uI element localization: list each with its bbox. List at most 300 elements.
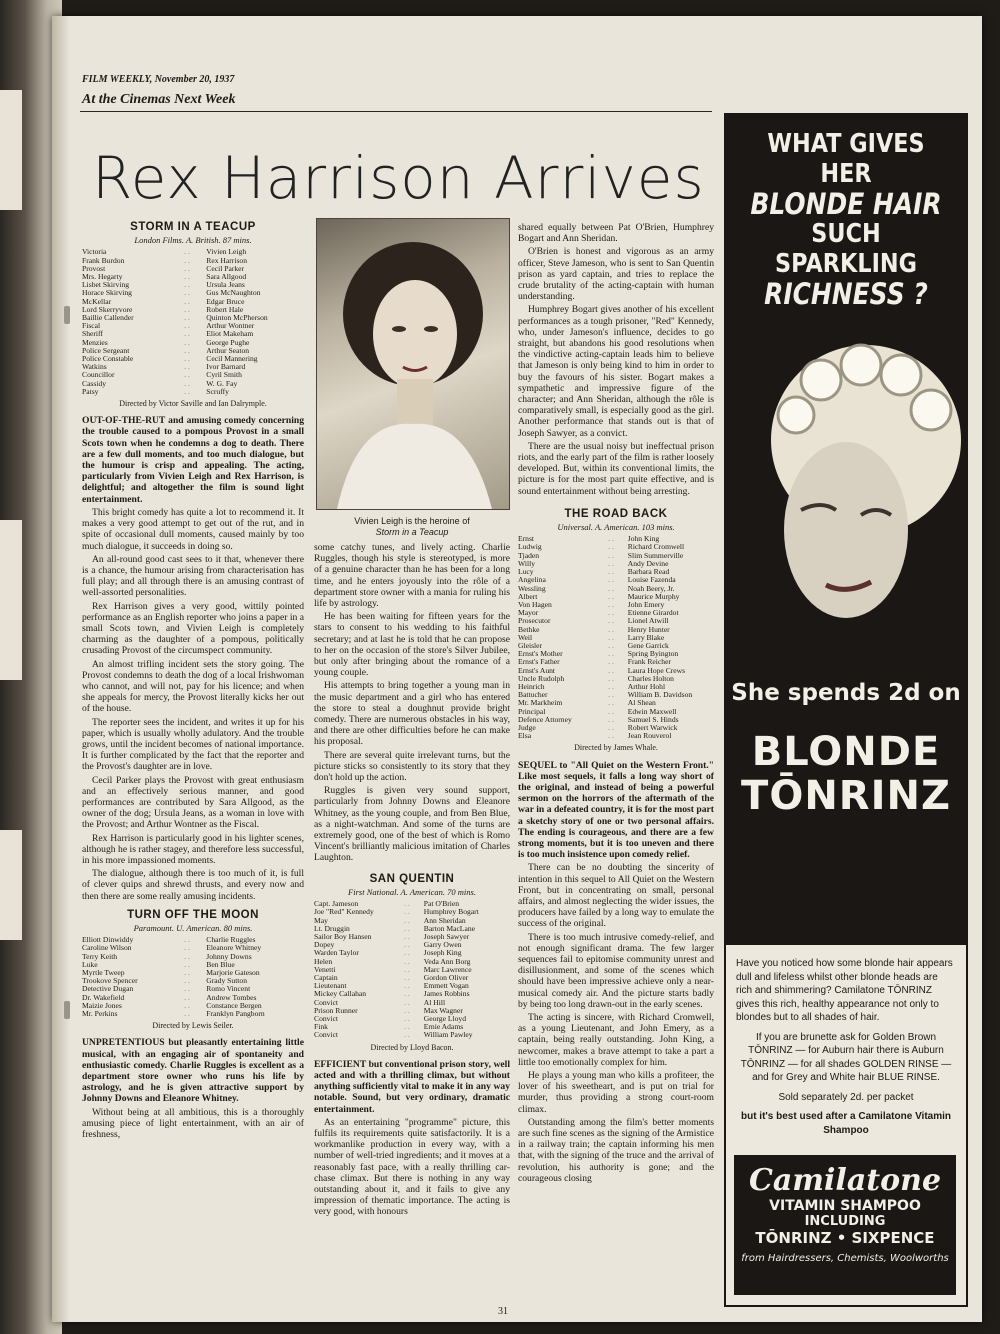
actor-name: Frank Reicher [627,657,671,667]
adjacent-page-strip [0,830,22,940]
review-paragraph: He plays a young man who kills a profiteer, the lover of his sweetheart, and is put on trial for murder, thus providing a strong court-room climax. [518,1070,714,1115]
character-name: Ernst's Mother [518,649,563,659]
review-lead-paragraph: SEQUEL to "All Quiet on the Western Front." Like most sequels, it falls a long way short of the original, and instead of being a powerful sermon on the horrors of the aftermath of the war in a defeated country, it is for the most part a sketchy story of one or two personal affairs. The ending is courageous, and there are a few strong moments, but it is too uneven and there is too much insistence upon comedy relief. [518,759,714,861]
cast-row [82,363,304,371]
actor-name: Louise Fazenda [627,575,676,585]
cast-list-moon [82,936,304,1018]
actor-name: Gene Garrick [627,640,669,650]
cast-row [518,568,714,576]
ad-vitamin-shampoo: VITAMIN SHAMPOO [769,1198,921,1214]
leader-dots: . . [404,1022,410,1032]
staple [64,1001,70,1019]
cast-row [518,576,714,584]
review-paragraph: There are the usual noisy but ineffectual prison riots, and the early part of the film is rather loosely developed. But, within its conventional limits, the picture is for the most part quite effective, and is sound entertainment without being arresting. [518,440,714,497]
column-3 [518,222,714,1186]
actor-name: Edwin Maxwell [627,706,677,716]
cast-list-storm [82,248,304,396]
page-number: 31 [498,1306,508,1317]
character-name: Fink [314,1022,328,1032]
actor-name: Sara Allgood [206,272,247,282]
leader-dots: . . [608,665,614,675]
review-moon-continued [314,542,510,864]
ad-she-spends: She spends 2d on [731,680,961,706]
leader-dots: . . [608,624,614,634]
actor-name: Max Wagner [423,1005,463,1015]
actor-name: Charles Holton [627,673,674,683]
review-paragraph: There is too much intrusive comedy-relief, and not enough significant drama. The few larger sequences fail to epitomise community unrest and disillusionment, and some of the scenes which should have been impressive achieve only a near-musical comedy air. And the picture starts badly by being too long drawn-out in the early scenes. [518,931,714,1010]
character-name: May [314,915,328,925]
actor-name: Larry Blake [627,632,665,642]
character-name: Principal [518,706,546,716]
review-paragraph: Rex Harrison is particularly good in his lighter scenes, although he is rather stagey, and therefore less successful, in his more impassioned moments. [82,832,304,866]
leader-dots: . . [184,959,190,969]
cast-row [82,1010,304,1018]
cast-row [314,1015,510,1023]
character-name: Venetti [314,964,336,974]
character-name: Ernst [518,534,535,544]
cast-row [314,949,510,957]
ad-brand-line-2: TŌNRINZ [741,773,951,819]
leader-dots: . . [184,263,190,273]
leader-dots: . . [404,940,410,950]
cast-row [518,585,714,593]
film-title-road: THE ROAD BACK [564,507,668,520]
review-paragraph: Outstanding among the film's better moments are such fine scenes as the signing of the Armistice in a railway train; the captain informing his men that, with the signing of the truce and the arrival of revolution, his authority is gone; and the courageous closing [518,1116,714,1184]
actor-name: Ivor Barnard [206,362,246,372]
ad-brand-line-1: BLONDE [751,729,941,775]
tonrinz-advertisement [724,113,968,1307]
blonde-woman-illustration [726,320,966,660]
leader-dots: . . [184,951,190,961]
director-quentin: Directed by Lloyd Bacon. [370,1042,454,1052]
character-name: Prison Runner [314,1005,358,1015]
review-paragraph: His attempts to bring together a young man in the music department and a girl who has entered the store to steal a doughnut provide bright comedy. There are numerous obstacles in his way, and there are other difficulties before he can make his proposal. [314,680,510,748]
character-name: Dopey [314,940,335,950]
ad-stockists: from Hairdressers, Chemists, Woolworths [741,1253,949,1264]
review-paragraph: There can be no doubting the sincerity of intention in this sequel to All Quiet on the Western Front, but in concentrating on small, personal affairs, and almost neglecting the wider issues, the producers have failed by a long way to emulate the success of the original. [518,862,714,930]
actor-name: Ernie Adams [423,1022,464,1032]
character-name: Ludwig [518,542,542,552]
leader-dots: . . [184,247,190,257]
character-name: Von Hagen [518,599,552,609]
leader-dots: . . [184,288,190,298]
actor-name: Spring Byington [627,649,679,659]
director-storm: Directed by Victor Saville and Ian Dalrymple. [119,399,267,409]
actor-name: Laura Hope Crews [627,665,686,675]
actor-name: Cecil Parker [206,263,245,273]
leader-dots: . . [184,272,190,282]
leader-dots: . . [608,567,614,577]
caption-line: Vivien Leigh is the heroine of [354,516,470,526]
review-paragraph: He has been waiting for fifteen years for the stars to consent to his wedding to his faithful secretary; and at last he is told that he can propose to her on the occasion of the store's Silver Jubilee, but only after bringing about the romance of a young couple. [314,611,510,679]
cast-row [314,933,510,941]
leader-dots: . . [184,280,190,290]
character-name: Convict [314,997,339,1007]
actor-name: Marc Lawrence [423,964,472,974]
leader-dots: . . [608,632,614,642]
cast-row [518,601,714,609]
cast-row [518,732,714,740]
cast-row [82,371,304,379]
leader-dots: . . [184,296,190,306]
actor-name: Vivien Leigh [206,247,247,257]
actor-name: Gus McNaughton [206,288,261,298]
leader-dots: . . [184,943,190,953]
ad-tonrinz-sixpence: TŌNRINZ • SIXPENCE [755,1229,935,1247]
actor-name: Arthur Wontner [206,321,255,331]
actor-name: George Lloyd [423,1013,466,1023]
ad-headline-2: BLONDE HAIR [750,187,942,221]
cast-row [82,289,304,297]
cast-row [518,617,714,625]
character-name: Sheriff [82,329,103,339]
leader-dots: . . [608,731,614,741]
actor-name: Lionel Atwill [627,616,669,626]
actor-name: Grady Sutton [206,976,248,986]
ad-headline-3: SUCH SPARKLING [775,219,917,279]
film-title-moon: TURN OFF THE MOON [127,908,259,921]
cast-row [518,699,714,707]
character-name: Convict [314,1030,339,1040]
leader-dots: . . [608,575,614,585]
character-name: Lt. Druggin [314,923,350,933]
review-paragraph: There are several quite irrelevant turns, but the picture sticks so consistently to its story that they don't hold up the action. [314,749,510,784]
character-name: Luke [82,959,98,969]
actor-name: Garry Owen [423,940,462,950]
running-head: FILM WEEKLY, November 20, 1937 [82,74,235,85]
character-name: Mayor [518,608,539,618]
character-name: Menzies [82,337,108,347]
character-name: Patsy [82,386,99,396]
column-1 [82,222,304,1142]
cast-row [518,535,714,543]
column-2 [314,542,510,1220]
actor-name: George Pughe [206,337,250,347]
actor-name: Scruffy [206,386,229,396]
adjacent-page-strip [0,90,22,210]
leader-dots: . . [404,915,410,925]
cast-row [82,330,304,338]
leader-dots: . . [608,550,614,560]
actor-name: Humphrey Bogart [423,907,479,917]
leader-dots: . . [608,681,614,691]
actor-name: James Robbins [423,989,470,999]
cast-row [82,388,304,396]
review-paragraph: Humphrey Bogart gives another of his excellent performances as a tough prisoner, "Red" Kennedy, who, under Jameson's influence, decides to go straight, but abandons his good resolutions when the vindictive acting-captain leads him to believe that Jameson is only being kind to him in order to buy the favours of his sister. Bogart makes a sympathetic and impressive figure of the character; and Ann Sheridan, although the rôle is comparatively small, is especially good as the girl. Another performance that stands out is that of Joseph Sawyer, as a convict. [518,304,714,439]
leader-dots: . . [608,599,614,609]
character-name: Captain [314,972,338,982]
review-lead-paragraph: UNPRETENTIOUS but pleasantly entertaining little musical, with an engaging air of spontaneity and enthusiastic comedy. Charlie Ruggles is excellent as a department store owner who runs his life by astrology, and he is given attractive support by Johnny Downs and Eleanore Whitney. [82,1037,304,1105]
review-quentin [314,1059,510,1218]
character-name: Elliott Dinwiddy [82,935,134,945]
leader-dots: . . [184,370,190,380]
actor-name: Samuel S. Hinds [627,714,679,724]
actor-name: Arthur Hohl [627,681,666,691]
review-storm [82,415,304,902]
character-name: Lucy [518,567,534,577]
cast-row [518,675,714,683]
leader-dots: . . [404,899,410,909]
actor-name: Andrew Tombes [206,992,257,1002]
cast-row [314,1007,510,1015]
character-name: Dr. Wakefield [82,992,125,1002]
actor-name: Joseph Sawyer [423,931,470,941]
character-name: Convict [314,1013,339,1023]
character-name: Gleisler [518,640,543,650]
review-paragraph: O'Brien is honest and vigorous as an army officer, Steve Jameson, who is sent to San Quentin prison as yard captain, and tries to replace the crude brutality of the acting-captain with human understanding. [518,246,714,303]
portrait-photo [316,218,510,510]
character-name: Capt. Jameson [314,899,359,909]
character-name: Provost [82,263,106,273]
actor-name: Constance Bergen [206,1000,262,1010]
leader-dots: . . [184,378,190,388]
portrait-illustration [317,219,509,509]
character-name: Judge [518,722,536,732]
character-name: Defence Attorney [518,714,572,724]
cast-row [82,355,304,363]
review-paragraph: Cecil Parker plays the Provost with great enthusiasm and an effectively serious manner, and good performances are contributed by Sara Allgood, as the owner of the dog; Ursula Jeans, as a woman in love with the Provost; and Arthur Wontner as the Fiscal. [82,774,304,831]
ad-brand-blonde [726,730,966,818]
actor-name: Al Hill [423,997,446,1007]
leader-dots: . . [184,337,190,347]
review-paragraph: The reporter sees the incident, and writes it up for his paper, which is usually wholly adulatory. And the trouble grows, until the incident becomes of national importance. It is further complicated by the fact that the reporter and the Provost's daughter are in love. [82,716,304,773]
character-name: Lieutenant [314,981,347,991]
film-credit-road: Universal. A. American. 103 mins. [557,522,675,533]
character-name: Trookove Spencer [82,976,138,986]
character-name: Police Sergeant [82,345,130,355]
leader-dots: . . [608,673,614,683]
leader-dots: . . [184,321,190,331]
actor-name: Marjorie Gateson [206,968,260,978]
cast-row [82,953,304,961]
camilatone-panel [734,1155,956,1295]
film-credit-storm: London Films. A. British. 87 mins. [134,235,252,246]
character-name: Lisbet Skirving [82,280,130,290]
character-name: Tjaden [518,550,540,560]
cast-row [82,322,304,330]
review-lead-paragraph: EFFICIENT but conventional prison story, well acted and with a thrilling climax, but without anything sufficiently vital to make it in any way notable. Sound, but very ordinary, dramatic entertainment. [314,1058,510,1115]
actor-name: John King [627,534,660,544]
review-quentin-continued [518,222,714,497]
character-name: Wessling [518,583,546,593]
character-name: Baillie Callender [82,313,134,323]
leader-dots: . . [404,948,410,958]
review-paragraph: shared equally between Pat O'Brien, Humphrey Bogart and Ann Sheridan. [518,222,714,245]
review-paragraph: The acting is sincere, with Richard Cromwell, as a young Lieutenant, and John Emery, as a captain, being really outstanding. John King, a newcomer, makes a brave attempt to take a part a little too emotionally complex for him. [518,1012,714,1068]
leader-dots: . . [184,313,190,323]
review-paragraph: Without being at all ambitious, this is a thoroughly amusing piece of light entertainment, with an air of freshness, [82,1106,304,1141]
leader-dots: . . [404,1005,410,1015]
leader-dots: . . [184,968,190,978]
leader-dots: . . [608,722,614,732]
ad-headline-1: WHAT GIVES HER [767,129,925,189]
leader-dots: . . [184,329,190,339]
leader-dots: . . [608,640,614,650]
leader-dots: . . [608,649,614,659]
character-name: Victoria [82,247,107,257]
character-name: Heinrich [518,681,545,691]
actor-name: Veda Ann Borg [423,956,471,966]
actor-name: Arthur Seaton [206,345,250,355]
actor-name: Barton MacLane [423,923,475,933]
cast-row [518,716,714,724]
ad-body-1: Have you noticed how some blonde hair appears dull and lifeless whilst other blonde heads are rich and shimmering? Camilatone TŌNRINZ gives this rich, healthy appearance not only to blondes but to all shades of hair. [736,958,953,1023]
character-name: Willy [518,558,535,568]
leader-dots: . . [608,690,614,700]
photo-caption [314,516,510,538]
ad-dark-panel [726,115,966,945]
character-name: Fiscal [82,321,101,331]
character-name: Police Constable [82,354,134,364]
leader-dots: . . [608,534,614,544]
leader-dots: . . [404,1030,410,1040]
cast-row [518,626,714,634]
cast-row [314,990,510,998]
cast-row [82,257,304,265]
actor-name: Richard Cromwell [627,542,685,552]
leader-dots: . . [184,1000,190,1010]
character-name: Sailor Boy Hansen [314,931,372,941]
cast-list-road [518,535,714,740]
cast-row [314,958,510,966]
actor-name: Ben Blue [206,959,235,969]
film-credit-moon: Paramount. U. American. 80 mins. [133,923,253,933]
actor-name: Charlie Ruggles [206,935,256,945]
leader-dots: . . [184,976,190,986]
character-name: Joe "Red" Kennedy [314,907,374,917]
leader-dots: . . [404,981,410,991]
cast-row [314,908,510,916]
leader-dots: . . [404,907,410,917]
character-name: Mr. Markheim [518,698,563,708]
actor-name: Pat O'Brien [423,899,460,909]
character-name: Ernst's Father [518,657,560,667]
actor-name: Edgar Bruce [206,296,245,306]
actor-name: Romo Vincent [206,984,251,994]
actor-name: Henry Hunter [627,624,670,634]
actor-name: Jean Rouverol [627,731,672,741]
actor-name: Barbara Read [627,567,670,577]
actor-name: Eleanore Whitney [206,943,262,953]
leader-dots: . . [608,698,614,708]
leader-dots: . . [184,935,190,945]
actor-name: Cecil Mannering [206,354,258,364]
character-name: Mrs. Hegarty [82,272,123,282]
actor-name: Franklyn Pangborn [206,1009,265,1019]
character-name: Cassidy [82,378,107,388]
film-title-storm: STORM IN A TEACUP [130,221,256,233]
actor-name: Quinton McPherson [206,313,268,323]
adjacent-page-strip [0,520,22,680]
character-name: Albert [518,591,538,601]
leader-dots: . . [404,964,410,974]
review-paragraph: The dialogue, although there is too much of it, is full of clever quips and shrewd thrusts, and every now and then there are some really amusing incidents. [82,868,304,902]
leader-dots: . . [608,583,614,593]
cast-row [518,724,714,732]
cast-row [82,314,304,322]
review-paragraph: Ruggles is given very sound support, particularly from Johnny Downs and Eleanore Whitney, as the young couple, and from Ben Blue, as a night-watchman. And some of the turns are extremely good, one of the best of which is Romo Vincent's brilliantly malicious imitation of Charles Laughton. [314,785,510,864]
actor-name: Etienne Girardot [627,608,679,618]
review-paragraph: some catchy tunes, and lively acting. Charlie Ruggles, though his style is stereotyped, is more of a genuine character than he has been for a long time, and he enters joyously into the rôle of a department store owner with a mania for ruling his life by astrology. [314,542,510,610]
actor-name: Robert Hale [206,304,244,314]
character-name: Caroline Wilson [82,943,132,953]
leader-dots: . . [184,354,190,364]
leader-dots: . . [608,558,614,568]
character-name: Myrtle Tweep [82,968,125,978]
ad-including: INCLUDING [804,1214,886,1229]
actor-name: Emmett Vogan [423,981,469,991]
actor-name: Ann Sheridan [423,915,466,925]
headline: Rex Harrison Arrives [92,144,705,212]
review-paragraph: An all-round good cast sees to it that, whenever there is a chance, the humour arising from characterisation has full play; and all through there is an amusing contrast of well-assorted personalities. [82,553,304,599]
review-road [518,760,714,1185]
camilatone-logo: Camilatone [748,1163,942,1198]
ad-body-4: but it's best used after a Camilatone Vitamin Shampoo [740,1111,952,1136]
actor-name: Gordon Oliver [423,972,469,982]
leader-dots: . . [184,345,190,355]
leader-dots: . . [608,616,614,626]
section-rule [80,111,712,112]
review-paragraph: This bright comedy has quite a lot to recommend it. It makes a very good attempt to get out of the rut, and in spite of occasional dull moments, caused mainly by too much dialogue, it succeeds in doing so. [82,506,304,552]
character-name: Lord Skerryvore [82,304,133,314]
cast-row [314,1031,510,1039]
ad-headline-4: RICHNESS ? [764,277,928,311]
cast-row [518,634,714,642]
actor-name: Al Shean [627,698,656,708]
character-name: Watkins [82,362,107,372]
film-title-quentin: SAN QUENTIN [369,872,455,885]
actor-name: William B. Davidson [627,690,693,700]
ad-body-3: Sold separately 2d. per packet [778,1091,914,1103]
character-name: McKellar [82,296,112,306]
section-heading: At the Cinemas Next Week [82,92,236,107]
leader-dots: . . [184,1009,190,1019]
character-name: Prosecutor [518,616,551,626]
actor-name: Johnny Downs [206,951,252,961]
leader-dots: . . [404,997,410,1007]
leader-dots: . . [184,255,190,265]
character-name: Elsa [518,731,532,741]
magazine-page [52,16,982,1322]
film-credit-quentin: First National. A. American. 70 mins. [348,886,476,897]
leader-dots: . . [184,362,190,372]
actor-name: Joseph King [423,948,462,958]
character-name: Mickey Callahan [314,989,367,999]
cast-row [314,966,510,974]
leader-dots: . . [184,992,190,1002]
cast-row [314,1023,510,1031]
leader-dots: . . [404,956,410,966]
director-moon: Directed by Lewis Seiler. [152,1021,234,1031]
character-name: Angelina [518,575,546,585]
character-name: Frank Burdon [82,255,125,265]
actor-name: Rex Harrison [206,255,247,265]
cast-row [518,560,714,568]
director-road: Directed by James Whale. [574,743,658,753]
actor-name: Eliot Makeham [206,329,254,339]
actor-name: Andy Devine [627,558,669,568]
review-lead-paragraph: OUT-OF-THE-RUT and amusing comedy concerning the trouble caused to a pompous Provost in a small Scots town when he condemns a dog to death. There are a few dull moments, and too much dialogue, but the humour is crisp and appealing. The acting, particularly from Vivien Leigh and Rex Harrison, is delightful; and altogether the film is sound light entertainment. [82,415,304,505]
cast-row [82,380,304,388]
review-paragraph: An almost trifling incident sets the story going. The Provost condemns to death the dog of a local Irishwoman who cannot, and will not, pay for his licence; and when she appeals for mercy, the Provost literally kicks her out of the house. [82,658,304,715]
character-name: Horace Skirving [82,288,132,298]
actor-name: Slim Summerville [627,550,684,560]
leader-dots: . . [404,923,410,933]
review-paragraph: Rex Harrison gives a very good, wittily pointed performance as an English reporter who joins a paper in a small Scots town, and Vivien Leigh is completely charming as the daughter of a pompous, politically crusading Provost of the circumspect community. [82,600,304,657]
character-name: Terry Keith [82,951,118,961]
actor-name: Maurice Murphy [627,591,680,601]
actor-name: John Emery [627,599,665,609]
